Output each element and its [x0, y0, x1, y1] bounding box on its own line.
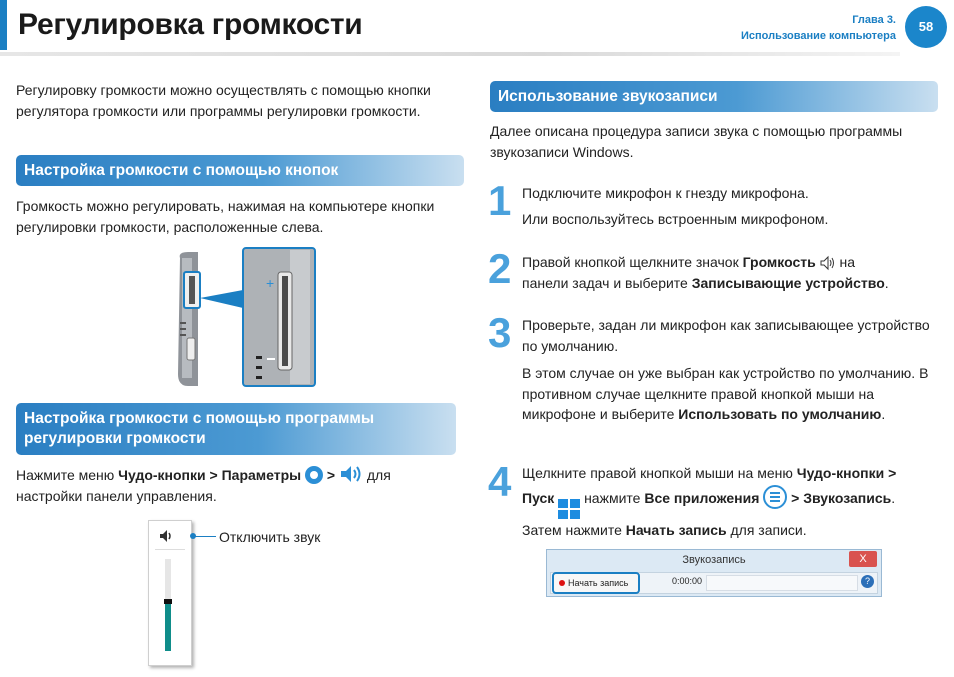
section-header-recorder: Использование звукозаписи	[490, 81, 938, 112]
step-4-mid: нажмите	[584, 490, 645, 506]
chapter-label	[741, 12, 896, 44]
s2-text-line2: настройки панели управления.	[16, 487, 217, 504]
mute-callout-label: Отключить звук	[219, 529, 321, 545]
step-1-line2: Или воспользуйтесь встроенным микрофоном.	[522, 210, 829, 227]
step-2-end: .	[884, 274, 889, 291]
intro-paragraph: Регулировку громкости можно осуществлять с помощью кнопки регулятора громкости или программы регулировки громкости.	[16, 82, 431, 119]
step-4-sep1: >	[884, 465, 897, 481]
recorder-level-meter	[706, 575, 858, 591]
step-2-volume-bold: Громкость	[742, 254, 816, 270]
step-4-end: .	[891, 490, 896, 506]
header-accent-bar	[0, 0, 7, 50]
mixer-divider	[155, 549, 185, 550]
volume-buttons-illustration	[170, 246, 320, 391]
all-apps-icon	[763, 485, 787, 509]
recorder-help-icon[interactable]: ?	[861, 575, 874, 588]
record-dot-icon	[559, 580, 565, 586]
step-3-p2	[522, 363, 942, 425]
s2-charms-bold: Чудо-кнопки	[118, 467, 206, 483]
settings-gear-icon	[305, 466, 323, 484]
section-header-buttons: Настройка громкости с помощью кнопок	[16, 155, 464, 186]
windows-logo-icon	[558, 499, 580, 519]
step-4-text	[522, 462, 947, 542]
step-3-text	[522, 315, 942, 425]
recorder-window-title: Звукозапись	[682, 554, 746, 566]
step-4-line3-post: для записи.	[726, 522, 807, 538]
mute-speaker-icon[interactable]	[159, 529, 179, 543]
step-4-sep2: >	[791, 490, 804, 506]
step-4-charms-bold: Чудо-кнопки	[796, 465, 885, 481]
step-2-pre: Правой кнопкой щелкните значок	[522, 254, 743, 270]
volume-tray-icon	[820, 255, 836, 271]
step-2-number: 2	[488, 245, 512, 292]
step-4-recorder-bold: Звукозапись	[803, 490, 892, 506]
s2-sep2: >	[326, 467, 339, 483]
header-divider	[0, 52, 900, 56]
section-buttons-text: Громкость можно регулировать, нажимая на компьютере кнопки регулировки громкости, расположенные слева.	[16, 198, 435, 235]
step-4-allapps-bold: Все приложения	[644, 490, 760, 506]
recorder-intro: Далее описана процедура записи звука с помощью программы звукозаписи Windows.	[490, 123, 903, 160]
recorder-time: 0:00:00	[672, 576, 703, 586]
step-1-text	[522, 183, 942, 229]
step-4-startrec-bold: Начать запись	[625, 522, 727, 538]
mute-callout-dot	[190, 533, 196, 539]
step-4-start-bold: Пуск	[522, 490, 555, 506]
volume-slider-thumb[interactable]	[164, 599, 172, 604]
step-2-mid: на	[835, 254, 856, 270]
step-3-p2-text: В этом случае он уже выбран как устройство по умолчанию. В противном случае щелкните правой кнопкой мыши на микрофоне и выберите	[522, 365, 929, 422]
page-title: Регулировка громкости	[18, 8, 363, 41]
s2-text-post: для	[366, 467, 391, 483]
step-3-line1: Проверьте, задан ли микрофон как записывающее устройство по умолчанию.	[522, 317, 930, 354]
page-number-badge: 58	[905, 6, 947, 48]
volume-mixer-panel	[148, 520, 192, 666]
step-3-end: .	[881, 406, 886, 422]
step-4-number: 4	[488, 458, 512, 505]
step-2-text	[522, 252, 942, 293]
section-program-text	[16, 464, 461, 506]
s2-sep1: >	[205, 467, 222, 483]
step-3-default-bold: Использовать по умолчанию	[678, 406, 882, 422]
start-recording-button[interactable]	[552, 572, 640, 594]
chapter-number: Глава 3.	[852, 14, 896, 26]
s2-text-pre: Нажмите меню	[16, 467, 119, 483]
step-3-number: 3	[488, 309, 512, 356]
s2-settings-bold: Параметры	[221, 467, 302, 483]
svg-text:+: +	[266, 275, 275, 291]
recorder-close-button[interactable]: X	[849, 551, 877, 567]
volume-slider-fill	[165, 603, 171, 651]
step-4-pre: Щелкните правой кнопкой мыши на меню	[522, 465, 797, 481]
step-2-recording-bold: Записывающие устройство	[691, 274, 885, 291]
step-1-line1: Подключите микрофон к гнезду микрофона.	[522, 185, 809, 201]
section-header-program: Настройка громкости с помощью программы регулировки громкости	[16, 403, 456, 455]
step-2-line2-pre: панели задач и выберите	[522, 274, 692, 291]
mute-callout-line	[194, 536, 216, 537]
chapter-title: Использование компьютера	[740, 30, 896, 42]
step-4-line3-pre: Затем нажмите	[522, 522, 626, 538]
start-recording-label: Начать запись	[568, 578, 629, 588]
step-1-number: 1	[488, 177, 512, 224]
speaker-icon	[339, 464, 363, 484]
